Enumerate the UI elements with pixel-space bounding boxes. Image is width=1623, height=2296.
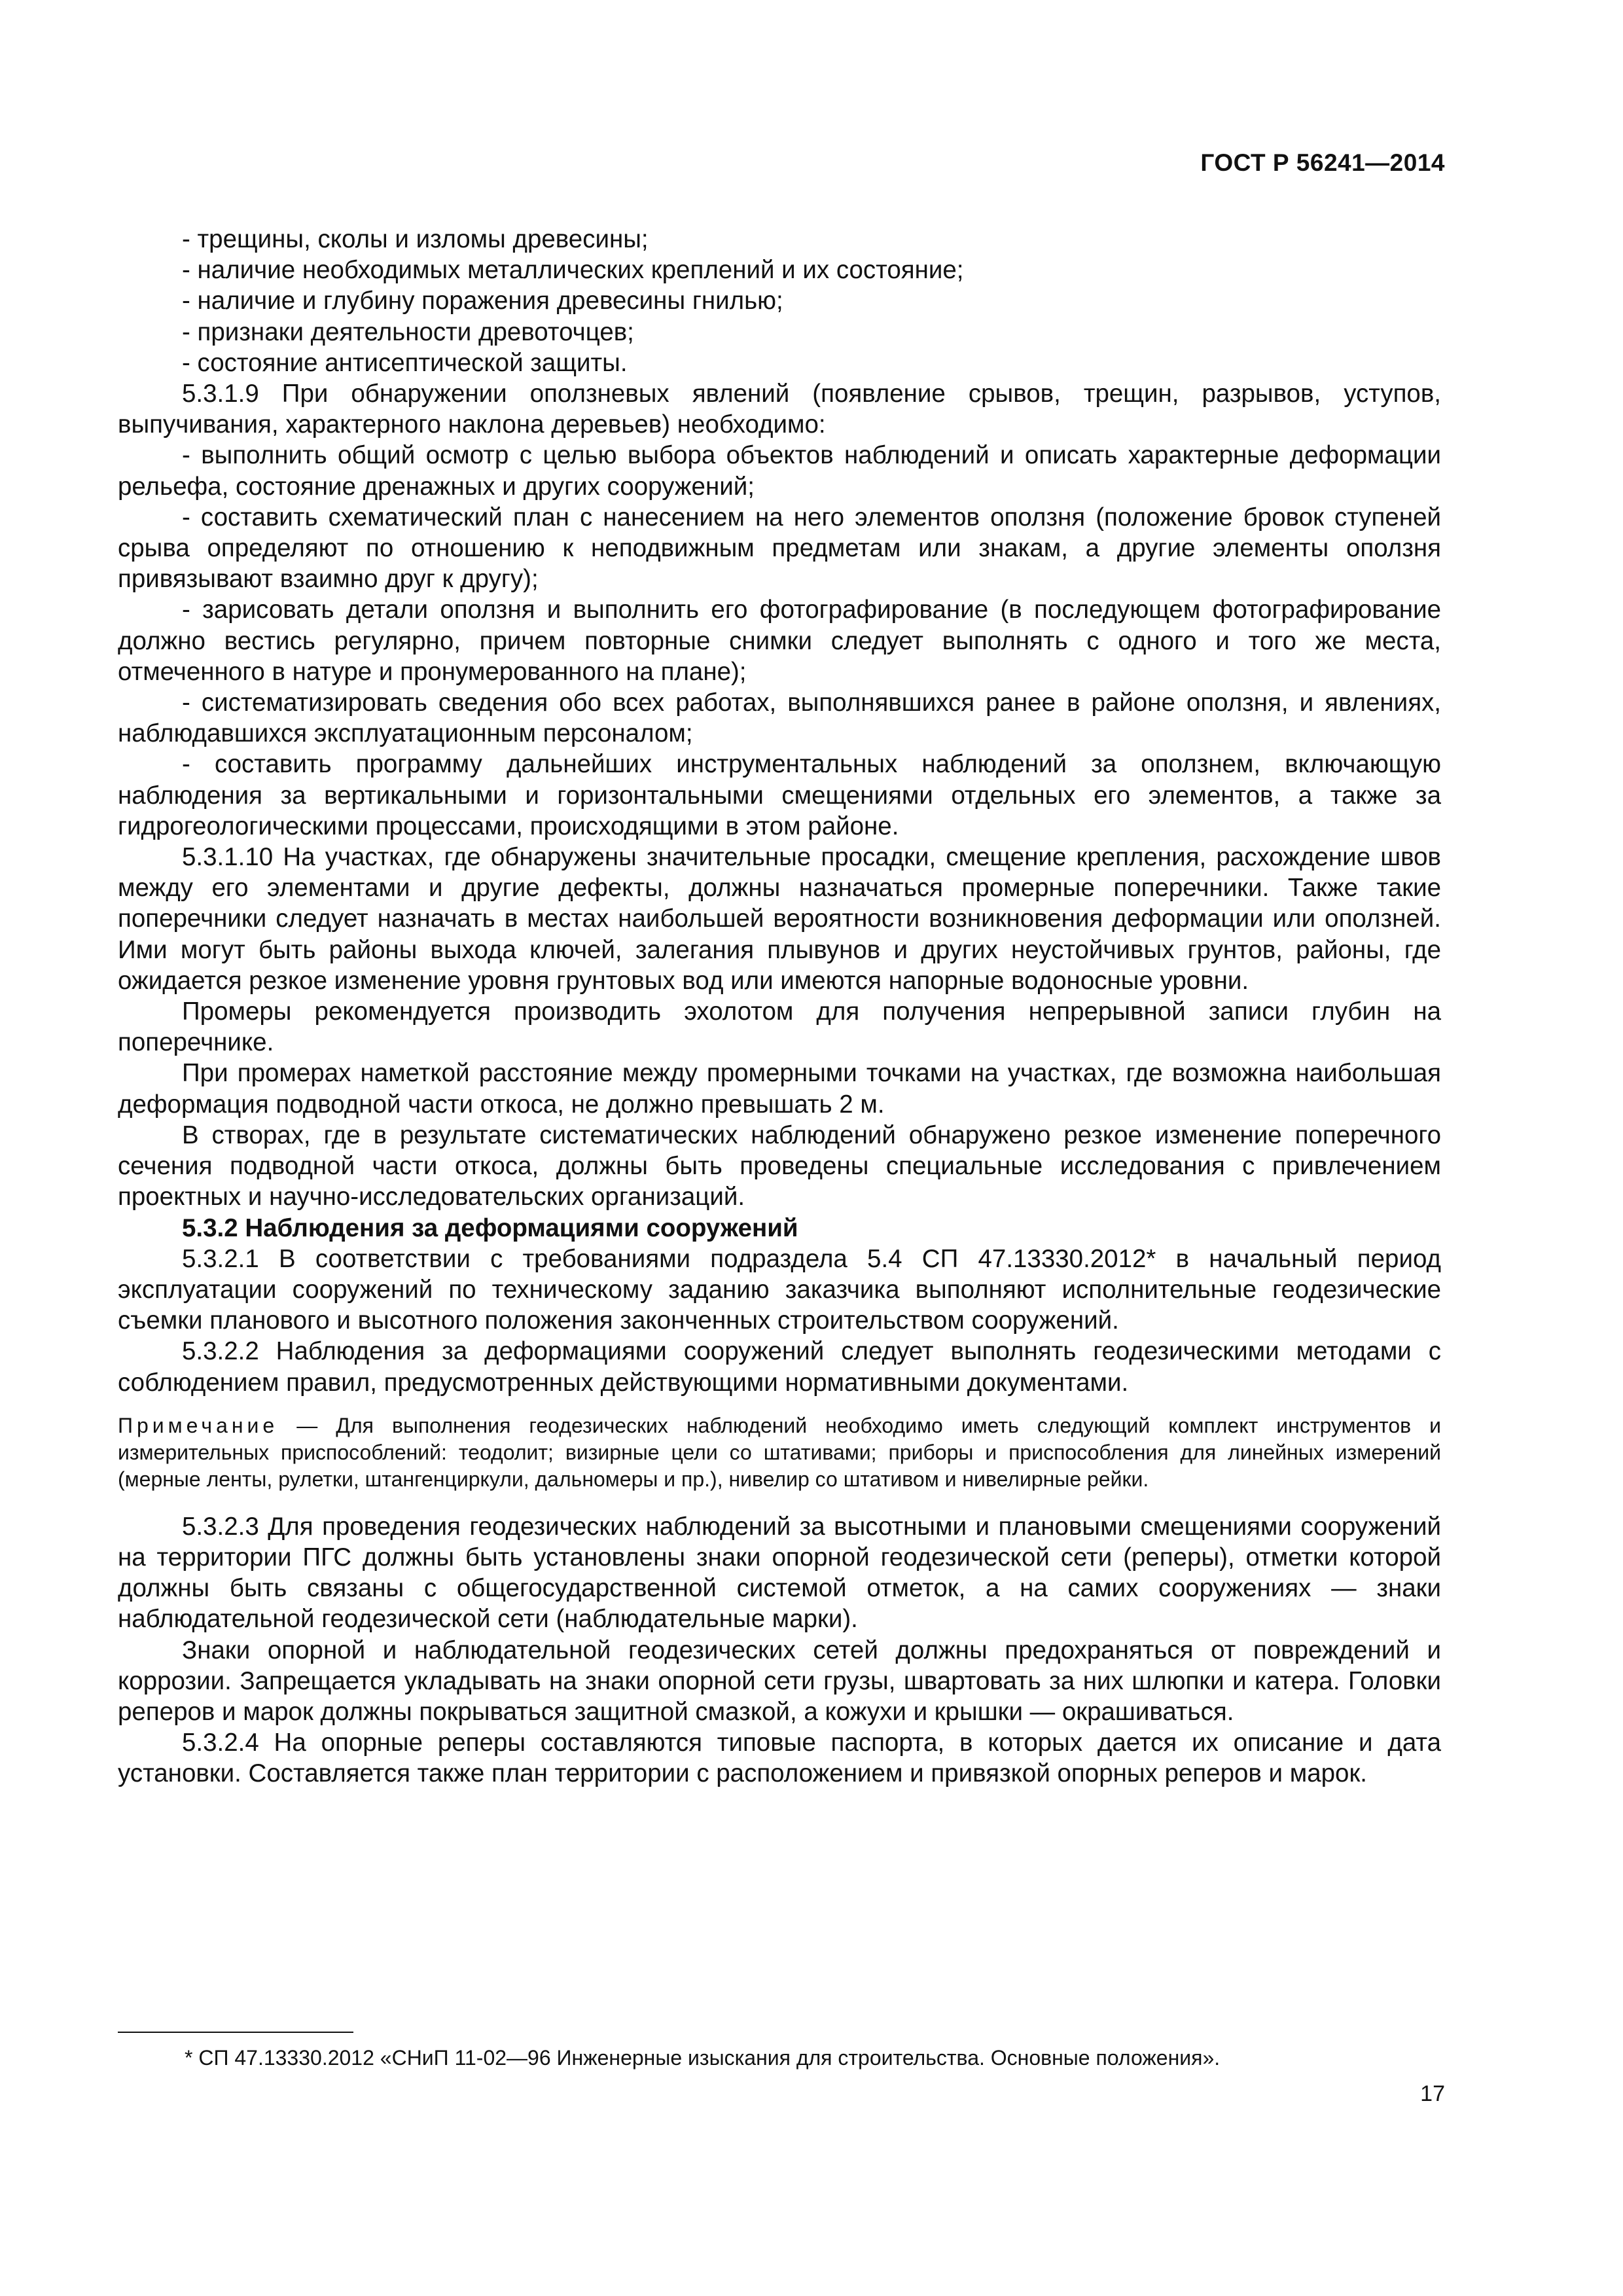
paragraph: - систематизировать сведения обо всех работах, выполнявшихся ранее в районе оползня, и явлениях, наблюдавшихся эксплуатационным персоналом; [118, 689, 1441, 748]
note-block [118, 1412, 1441, 1493]
standard-code-header: ГОСТ Р 56241—2014 [1200, 149, 1445, 176]
footnote: * СП 47.13330.2012 «СНиП 11-02—96 Инженерные изыскания для строительства. Основные положения». [185, 2046, 1221, 2070]
paragraph: 5.3.1.10 На участках, где обнаружены значительные просадки, смещение крепления, расхождение швов между его элементами и другие дефекты, должны назначаться промерные поперечники. Также такие поперечники следует назначать в местах наибольшей вероятности возникновения деформации или оползней. Ими могут быть районы выхода ключей, залегания плывунов и других неустойчивых грунтов, районы, где ожидается резкое изменение уровня грунтовых вод или имеются напорные водоносные уровни. [118, 843, 1441, 995]
note-label: Примечание [118, 1413, 279, 1437]
paragraph: - наличие необходимых металлических креплений и их состояние; [182, 256, 964, 285]
paragraph: 5.3.1.9 При обнаружении оползневых явлений (появление срывов, трещин, разрывов, уступов, выпучивания, характерного наклона деревьев) необходимо: [118, 380, 1441, 439]
note-text: — Для выполнения геодезических наблюдений необходимо иметь следующий комплект инструментов и измерительных приспособлений: теодолит; визирные цели со штативами; приборы и приспособления для линейных измерений (мерные ленты, рулетки, штангенциркули, дальномеры и пр.), нивелир со штативом и нивелирные рейки. [118, 1413, 1442, 1491]
page-number: 17 [1420, 2081, 1445, 2106]
paragraph: - составить программу дальнейших инструментальных наблюдений за оползнем, включающую наблюдения за вертикальными и горизонтальными смещениями отдельных его элементов, а также за гидрогеологическими процессами, происходящими в этом районе. [118, 750, 1441, 840]
paragraph: - признаки деятельности древоточцев; [182, 317, 634, 346]
paragraph: - трещины, сколы и изломы древесины; [182, 225, 649, 253]
document-body [118, 224, 1441, 1789]
paragraph: - зарисовать детали оползня и выполнить его фотографирование (в последующем фотографирование должно вестись регулярно, причем повторные снимки следует выполнять с одного и того же места, отмеченного в натуре и пронумерованного на плане); [118, 596, 1441, 686]
paragraph: - составить схематический план с нанесением на него элементов оползня (положение бровок ступеней срыва определяют по отношению к неподвижным предметам или знакам, а другие элементы оползня привязывают взаимно друг к другу); [118, 503, 1441, 594]
paragraph: 5.3.2.1 В соответствии с требованиями подраздела 5.4 СП 47.13330.2012* в начальный период эксплуатации сооружений по техническому заданию заказчика выполняют исполнительные геодезические съемки планового и высотного положения законченных строительством сооружений. [118, 1244, 1441, 1335]
paragraph: Промеры рекомендуется производить эхолотом для получения непрерывной записи глубин на поперечнике. [118, 997, 1441, 1057]
paragraph: - выполнить общий осмотр с целью выбора объектов наблюдений и описать характерные деформации рельефа, состояние дренажных и других сооружений; [118, 441, 1441, 501]
paragraph: - состояние антисептической защиты. [182, 348, 628, 377]
paragraph: 5.3.2.4 На опорные реперы составляются типовые паспорта, в которых дается их описание и дата установки. Составляется также план территории с расположением и привязкой опорных реперов и марок. [118, 1729, 1441, 1788]
paragraph: При промерах наметкой расстояние между промерными точками на участках, где возможна наибольшая деформация подводной части откоса, не должно превышать 2 м. [118, 1059, 1441, 1119]
paragraph: 5.3.2.3 Для проведения геодезических наблюдений за высотными и плановыми смещениями сооружений на территории ПГС должны быть установлены знаки опорной геодезической сети (реперы), отметки которой должны быть связаны с общегосударственной системой отметок, а на самих сооружениях — знаки наблюдательной геодезической сети (наблюдательные марки). [118, 1512, 1441, 1634]
paragraph: 5.3.2.2 Наблюдения за деформациями сооружений следует выполнять геодезическими методами с соблюдением правил, предусмотренных действующими нормативными документами. [118, 1337, 1441, 1397]
paragraph: - наличие и глубину поражения древесины гнилью; [182, 287, 783, 315]
section-heading: 5.3.2 Наблюдения за деформациями сооружений [182, 1213, 798, 1242]
paragraph: В створах, где в результате систематических наблюдений обнаружено резкое изменение поперечного сечения подводной части откоса, должны быть проведены специальные исследования с привлечением проектных и научно-исследовательских организаций. [118, 1121, 1441, 1211]
paragraph: Знаки опорной и наблюдательной геодезических сетей должны предохраняться от повреждений и коррозии. Запрещается укладывать на знаки опорной сети грузы, швартовать за них шлюпки и катера. Головки реперов и марок должны покрываться защитной смазкой, а кожухи и крышки — окрашиваться. [118, 1636, 1441, 1726]
footnote-divider [118, 2032, 353, 2033]
